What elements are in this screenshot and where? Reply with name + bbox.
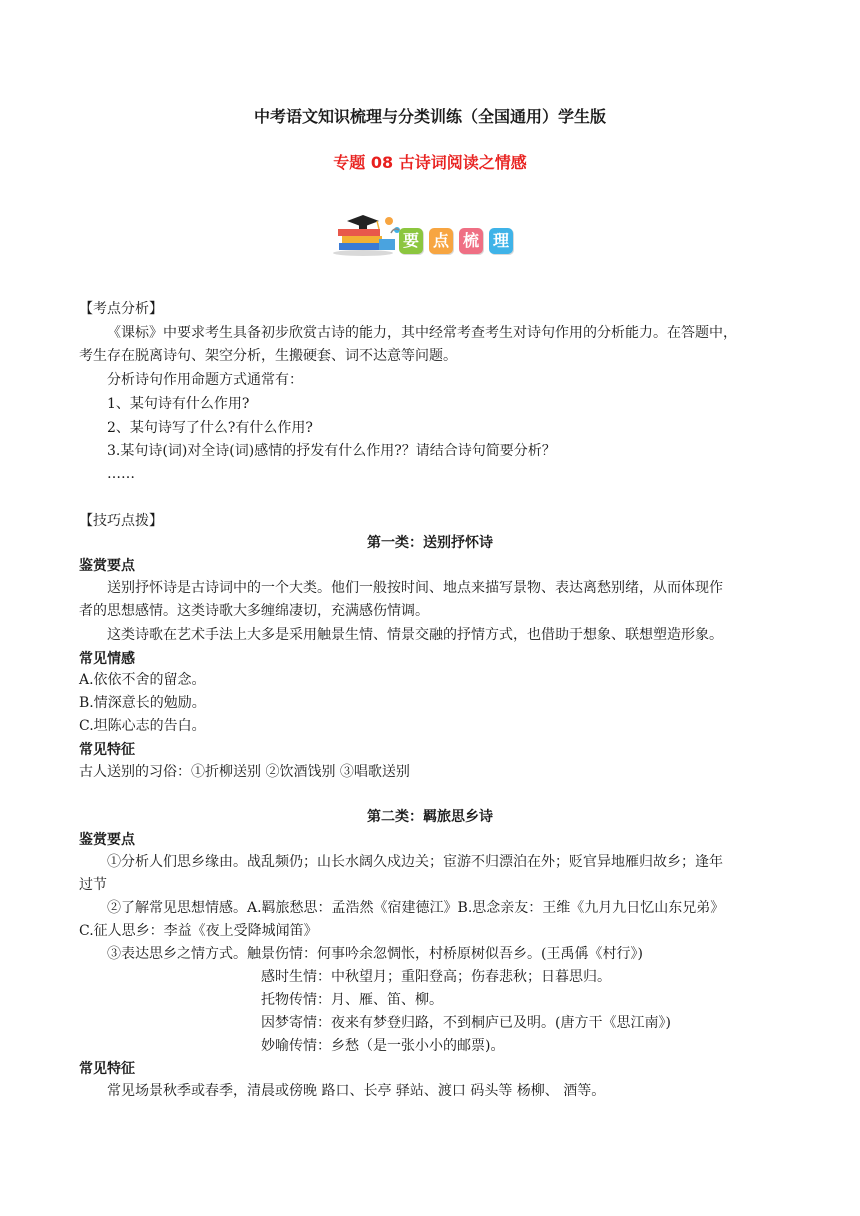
cat1-emotion-b: B.情深意长的勉励。 xyxy=(79,695,206,711)
cat2-item3-line5: 妙喻传情：乡愁（是一张小小的邮票)。 xyxy=(261,1038,505,1054)
document-title: 中考语文知识梳理与分类训练（全国通用）学生版 xyxy=(253,107,606,126)
cat2-tezheng-heading: 常见特征 xyxy=(79,1061,135,1077)
kaodian-para1-line2: 考生存在脱离诗句、架空分析，生搬硬套、词不达意等问题。 xyxy=(79,348,457,364)
cat2-item3-line2: 感时生情：中秋望月；重阳登高；伤春悲秋；日暮思归。 xyxy=(261,969,611,985)
cat1-para1-line1: 送别抒怀诗是古诗词中的一个大类。他们一般按时间、地点来描写景物、表达离愁别绪，从而体现作 xyxy=(107,580,723,596)
cat1-emotion-a: A.依依不舍的留念。 xyxy=(79,672,206,688)
cat1-para1-line2: 者的思想感情。这类诗歌大多缠绵凄切，充满感伤情调。 xyxy=(79,603,429,619)
banner-tile-li: 理 xyxy=(489,228,513,254)
category-1-title: 第一类：送别抒怀诗 xyxy=(367,535,493,551)
document-subtitle: 专题 08 古诗词阅读之情感 xyxy=(333,153,527,172)
cat2-item3-line4: 因梦寄情：夜来有梦登归路，不到桐庐已及明。(唐方干《思江南》) xyxy=(261,1015,671,1031)
question-1: 1、某句诗有什么作用? xyxy=(107,396,250,412)
cat2-item3-line3: 托物传情：月、雁、笛、柳。 xyxy=(261,992,443,1008)
kaodian-para1-line1: 《课标》中要求考生具备初步欣赏古诗的能力，其中经常考查考生对诗句作用的分析能力。在答题中， xyxy=(107,325,737,341)
cat2-jianshang-heading: 鉴赏要点 xyxy=(79,832,135,848)
banner-tile-dian: 点 xyxy=(429,228,453,254)
cat1-qinggan-heading: 常见情感 xyxy=(79,651,135,667)
question-3: 3.某句诗(词)对全诗(词)感情的抒发有什么作用?？请结合诗句简要分析？ xyxy=(107,443,556,459)
cat1-emotion-c: C.坦陈心志的告白。 xyxy=(79,718,206,734)
kaodian-heading: 【考点分析】 xyxy=(79,301,163,317)
question-2: 2、某句诗写了什么?有什么作用? xyxy=(107,420,313,436)
cat2-tezheng-text: 常见场景秋季或春季，清晨或傍晚 路口、长亭 驿站、渡口 码头等 杨柳、 酒等。 xyxy=(107,1083,606,1099)
cat1-para2: 这类诗歌在艺术手法上大多是采用触景生情、情景交融的抒情方式，也借助于想象、联想塑造形象。 xyxy=(107,627,723,643)
jiqiao-heading: 【技巧点拨】 xyxy=(79,513,163,529)
cat1-jianshang-heading: 鉴赏要点 xyxy=(79,558,135,574)
kaodian-ellipsis: …… xyxy=(107,466,135,482)
section-banner xyxy=(333,213,523,259)
cat2-item2-line1: ②了解常见思想情感。A.羁旅愁思：孟浩然《宿建德江》B.思念亲友：王维《九月九日忆山东兄弟》 xyxy=(107,900,725,916)
books-graduation-icon xyxy=(333,213,403,259)
cat2-item1-line1: ①分析人们思乡缘由。战乱频仍；山长水阔久戍边关；宦游不归漂泊在外；贬官异地雁归故乡；逢年 xyxy=(107,854,723,870)
banner-tile-shu: 梳 xyxy=(459,228,483,254)
cat2-item2-line2: C.征人思乡：李益《夜上受降城闻笛》 xyxy=(79,923,318,939)
cat1-tezheng-heading: 常见特征 xyxy=(79,742,135,758)
cat2-item3-line1: ③表达思乡之情方式。触景伤情：何事吟余忽惆怅，村桥原树似吾乡。(王禹偁《村行》) xyxy=(107,946,643,962)
cat2-item1-line2: 过节 xyxy=(79,877,107,893)
cat1-tezheng-text: 古人送别的习俗：①折柳送别 ②饮酒饯别 ③唱歌送别 xyxy=(79,764,410,780)
category-2-title: 第二类：羁旅思乡诗 xyxy=(367,809,493,825)
banner-tile-yao: 要 xyxy=(399,228,423,254)
kaodian-para2: 分析诗句作用命题方式通常有： xyxy=(107,372,303,388)
